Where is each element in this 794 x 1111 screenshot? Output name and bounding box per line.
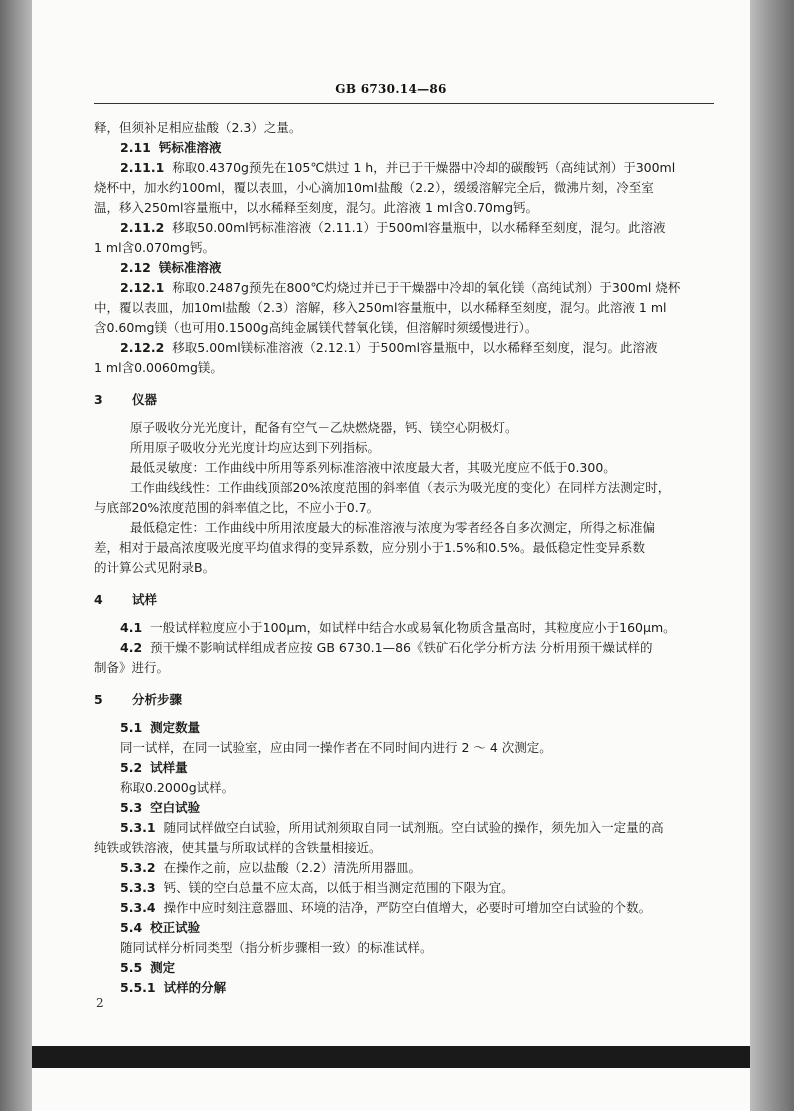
section-3-para-5-line2: 差，相对于最高浓度吸光度平均值求得的变异系数，应分别小于1.5%和0.5%。最低稳定性变异系数	[94, 540, 646, 555]
section-5-5-heading: 5.5 测定	[120, 960, 176, 975]
clause-2-11-2-line2: 1 ml含0.070mg钙。	[94, 240, 215, 255]
page-number: 2	[96, 996, 104, 1010]
clause-5-5-1-heading: 5.5.1 试样的分解	[120, 980, 227, 995]
clause-2-12-2: 2.12.2 移取5.00ml镁标准溶液（2.12.1）于500ml容量瓶中，以水稀释至刻度，混匀。此溶液	[120, 340, 658, 355]
section-2-12-heading: 2.12 镁标准溶液	[120, 260, 222, 275]
clause-5-3-1-line2: 纯铁或铁溶液，使其量与所取试样的含铁量相接近。	[94, 840, 382, 855]
section-3-para-1: 原子吸收分光光度计，配备有空气－乙炔燃烧器，钙、镁空心阴极灯。	[130, 420, 518, 435]
document-page	[32, 0, 750, 1046]
clause-4-2-line2: 制备》进行。	[94, 660, 170, 675]
clause-2-11-1-line2: 烧杯中，加水约100ml，覆以表皿，小心滴加10ml盐酸（2.2），缓缓溶解完全后，微沸片刻，冷至室	[94, 180, 654, 195]
clause-2-12-2-line2: 1 ml含0.0060mg镁。	[94, 360, 223, 375]
section-2-11-heading: 2.11 钙标准溶液	[120, 140, 222, 155]
section-5-1-heading: 5.1 测定数量	[120, 720, 201, 735]
scan-left-edge	[0, 0, 32, 1111]
clause-2-11-2: 2.11.2 移取50.00ml钙标准溶液（2.11.1）于500ml容量瓶中，以水稀释至刻度，混匀。此溶液	[120, 220, 666, 235]
clause-5-3-1: 5.3.1 随同试样做空白试验，所用试剂须取自同一试剂瓶。空白试验的操作，须先加入一定量的高	[120, 820, 664, 835]
clause-2-12-1-line3: 含0.60mg镁（也可用0.1500g高纯金属镁代替氧化镁，但溶解时须缓慢进行）。	[94, 320, 538, 335]
section-3-para-5-line3: 的计算公式见附录B。	[94, 560, 216, 575]
page-content	[94, 118, 714, 998]
section-5-1-text: 同一试样，在同一试验室，应由同一操作者在不同时间内进行 2 ～ 4 次测定。	[120, 740, 552, 755]
clause-5-3-4: 5.3.4 操作中应时刻注意器皿、环境的洁净，严防空白值增大，必要时可增加空白试验的个数。	[120, 900, 652, 915]
next-page-edge	[32, 1068, 750, 1111]
section-3-para-2: 所用原子吸收分光光度计均应达到下列指标。	[130, 440, 381, 455]
clause-2-12-1: 2.12.1 称取0.2487g预先在800℃灼烧过并已于干燥器中冷却的氧化镁（高纯试剂）于300ml 烧杯	[120, 280, 681, 295]
section-4-heading: 4 试样	[94, 592, 158, 607]
clause-4-2: 4.2 预干燥不影响试样组成者应按 GB 6730.1—86《铁矿石化学分析方法 分析用预干燥试样的	[120, 640, 653, 655]
section-3-heading: 3 仪器	[94, 392, 158, 407]
section-5-heading: 5 分析步骤	[94, 692, 183, 707]
continuation-text: 释，但须补足相应盐酸（2.3）之量。	[94, 120, 302, 135]
clause-4-1: 4.1 一般试样粒度应小于100μm，如试样中结合水或易氧化物质含量高时，其粒度应小于160μm。	[120, 620, 676, 635]
section-5-2-heading: 5.2 试样量	[120, 760, 188, 775]
clause-5-3-3: 5.3.3 钙、镁的空白总量不应太高，以低于相当测定范围的下限为宜。	[120, 880, 514, 895]
scan-right-edge	[750, 0, 794, 1111]
clause-2-12-1-line2: 中，覆以表皿，加10ml盐酸（2.3）溶解，移入250ml容量瓶中，以水稀释至刻度，混匀。此溶液 1 ml	[94, 300, 667, 315]
section-3-para-3: 最低灵敏度：工作曲线中所用等系列标准溶液中浓度最大者，其吸光度应不低于0.300。	[130, 460, 616, 475]
section-3-para-5: 最低稳定性：工作曲线中所用浓度最大的标准溶液与浓度为零者经各自多次测定，所得之标准偏	[130, 520, 656, 535]
clause-5-3-2: 5.3.2 在操作之前，应以盐酸（2.2）清洗所用器皿。	[120, 860, 421, 875]
clause-2-11-1-line3: 温，移入250ml容量瓶中，以水稀释至刻度，混匀。此溶液 1 ml含0.70mg钙。	[94, 200, 539, 215]
page-header: GB 6730.14—86	[335, 82, 447, 96]
section-5-4-text: 随同试样分析同类型（指分析步骤相一致）的标准试样。	[120, 940, 433, 955]
section-5-2-text: 称取0.2000g试样。	[120, 780, 235, 795]
clause-2-11-1: 2.11.1 称取0.4370g预先在105℃烘过 1 h，并已于干燥器中冷却的碳酸钙（高纯试剂）于300ml	[120, 160, 676, 175]
section-5-3-heading: 5.3 空白试验	[120, 800, 201, 815]
section-3-para-4-line2: 与底部20%浓度范围的斜率值之比，不应小于0.7。	[94, 500, 380, 515]
section-5-4-heading: 5.4 校正试验	[120, 920, 201, 935]
section-3-para-4: 工作曲线线性：工作曲线顶部20%浓度范围的斜率值（表示为吸光度的变化）在同样方法测定时，	[130, 480, 671, 495]
header-rule	[94, 103, 714, 104]
